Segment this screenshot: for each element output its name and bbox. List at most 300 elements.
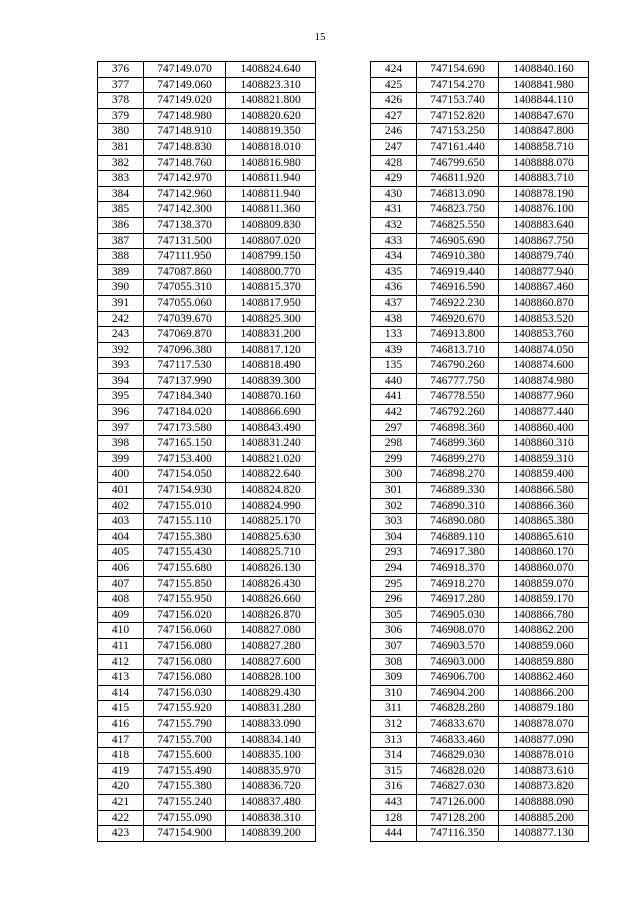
table-row (98, 373, 316, 389)
x-coordinate-cell: 746910.380 (417, 249, 499, 265)
point-id-cell: 433 (371, 233, 417, 249)
y-coordinate-cell: 1408878.070 (499, 716, 589, 732)
point-id-cell: 301 (371, 483, 417, 499)
x-coordinate-cell: 746906.700 (417, 670, 499, 686)
table-row (98, 62, 316, 78)
table-row (98, 638, 316, 654)
point-id-cell: 314 (371, 748, 417, 764)
table-row (98, 732, 316, 748)
table-row (98, 483, 316, 499)
table-row (371, 592, 589, 608)
x-coordinate-cell: 747155.430 (144, 545, 226, 561)
point-id-cell: 397 (98, 420, 144, 436)
point-id-cell: 422 (98, 810, 144, 826)
table-row (371, 638, 589, 654)
x-coordinate-cell: 747155.850 (144, 576, 226, 592)
table-row (98, 186, 316, 202)
table-row (98, 342, 316, 358)
table-row (371, 264, 589, 280)
x-coordinate-cell: 747131.500 (144, 233, 226, 249)
y-coordinate-cell: 1408867.750 (499, 233, 589, 249)
table-row (98, 592, 316, 608)
y-coordinate-cell: 1408800.770 (226, 264, 316, 280)
table-row (98, 748, 316, 764)
table-row (98, 810, 316, 826)
table-row (98, 155, 316, 171)
table-row (371, 202, 589, 218)
x-coordinate-cell: 747155.490 (144, 763, 226, 779)
point-id-cell: 377 (98, 77, 144, 93)
y-coordinate-cell: 1408827.080 (226, 623, 316, 639)
point-id-cell: 416 (98, 716, 144, 732)
y-coordinate-cell: 1408859.880 (499, 654, 589, 670)
y-coordinate-cell: 1408883.640 (499, 217, 589, 233)
point-id-cell: 299 (371, 451, 417, 467)
point-id-cell: 298 (371, 436, 417, 452)
y-coordinate-cell: 1408818.490 (226, 358, 316, 374)
table-row (371, 794, 589, 810)
table-row (371, 155, 589, 171)
point-id-cell: 135 (371, 358, 417, 374)
point-id-cell: 409 (98, 607, 144, 623)
y-coordinate-cell: 1408888.090 (499, 794, 589, 810)
table-row (371, 732, 589, 748)
y-coordinate-cell: 1408837.480 (226, 794, 316, 810)
point-id-cell: 382 (98, 155, 144, 171)
x-coordinate-cell: 747069.870 (144, 327, 226, 343)
coordinates-table-left (97, 61, 316, 842)
y-coordinate-cell: 1408883.710 (499, 171, 589, 187)
y-coordinate-cell: 1408817.120 (226, 342, 316, 358)
table-row (371, 77, 589, 93)
x-coordinate-cell: 746813.710 (417, 342, 499, 358)
point-id-cell: 316 (371, 779, 417, 795)
y-coordinate-cell: 1408816.980 (226, 155, 316, 171)
point-id-cell: 312 (371, 716, 417, 732)
table-row (98, 249, 316, 265)
y-coordinate-cell: 1408878.010 (499, 748, 589, 764)
point-id-cell: 442 (371, 405, 417, 421)
y-coordinate-cell: 1408873.820 (499, 779, 589, 795)
x-coordinate-cell: 747039.670 (144, 311, 226, 327)
point-id-cell: 440 (371, 373, 417, 389)
x-coordinate-cell: 746920.670 (417, 311, 499, 327)
x-coordinate-cell: 747142.960 (144, 186, 226, 202)
x-coordinate-cell: 746813.090 (417, 186, 499, 202)
y-coordinate-cell: 1408818.010 (226, 139, 316, 155)
x-coordinate-cell: 747155.950 (144, 592, 226, 608)
point-id-cell: 421 (98, 794, 144, 810)
point-id-cell: 425 (371, 77, 417, 93)
y-coordinate-cell: 1408853.520 (499, 311, 589, 327)
x-coordinate-cell: 747149.020 (144, 93, 226, 109)
x-coordinate-cell: 747173.580 (144, 420, 226, 436)
point-id-cell: 386 (98, 217, 144, 233)
x-coordinate-cell: 747154.900 (144, 826, 226, 842)
point-id-cell: 443 (371, 794, 417, 810)
x-coordinate-cell: 746918.370 (417, 561, 499, 577)
y-coordinate-cell: 1408870.160 (226, 389, 316, 405)
table-row (98, 108, 316, 124)
point-id-cell: 437 (371, 295, 417, 311)
point-id-cell: 411 (98, 638, 144, 654)
table-row (98, 685, 316, 701)
y-coordinate-cell: 1408839.200 (226, 826, 316, 842)
x-coordinate-cell: 746889.330 (417, 483, 499, 499)
x-coordinate-cell: 747156.080 (144, 654, 226, 670)
table-row (98, 467, 316, 483)
x-coordinate-cell: 746828.280 (417, 701, 499, 717)
table-row (371, 607, 589, 623)
table-row (371, 623, 589, 639)
x-coordinate-cell: 746889.110 (417, 529, 499, 545)
y-coordinate-cell: 1408878.190 (499, 186, 589, 202)
y-coordinate-cell: 1408826.870 (226, 607, 316, 623)
y-coordinate-cell: 1408860.170 (499, 545, 589, 561)
point-id-cell: 430 (371, 186, 417, 202)
x-coordinate-cell: 747149.060 (144, 77, 226, 93)
y-coordinate-cell: 1408834.140 (226, 732, 316, 748)
table-row (371, 280, 589, 296)
y-coordinate-cell: 1408859.170 (499, 592, 589, 608)
y-coordinate-cell: 1408840.160 (499, 62, 589, 78)
table-row (371, 311, 589, 327)
table-row (371, 373, 589, 389)
y-coordinate-cell: 1408839.300 (226, 373, 316, 389)
table-row (98, 623, 316, 639)
table-row (98, 514, 316, 530)
point-id-cell: 441 (371, 389, 417, 405)
table-row (371, 389, 589, 405)
x-coordinate-cell: 747155.680 (144, 561, 226, 577)
point-id-cell: 396 (98, 405, 144, 421)
point-id-cell: 393 (98, 358, 144, 374)
y-coordinate-cell: 1408833.090 (226, 716, 316, 732)
point-id-cell: 376 (98, 62, 144, 78)
point-id-cell: 247 (371, 139, 417, 155)
point-id-cell: 417 (98, 732, 144, 748)
point-id-cell: 384 (98, 186, 144, 202)
point-id-cell: 435 (371, 264, 417, 280)
y-coordinate-cell: 1408876.100 (499, 202, 589, 218)
y-coordinate-cell: 1408847.670 (499, 108, 589, 124)
x-coordinate-cell: 746825.550 (417, 217, 499, 233)
y-coordinate-cell: 1408819.350 (226, 124, 316, 140)
table-row (371, 358, 589, 374)
point-id-cell: 378 (98, 93, 144, 109)
point-id-cell: 302 (371, 498, 417, 514)
table-row (98, 701, 316, 717)
x-coordinate-cell: 747116.350 (417, 826, 499, 842)
y-coordinate-cell: 1408874.600 (499, 358, 589, 374)
point-id-cell: 390 (98, 280, 144, 296)
y-coordinate-cell: 1408859.060 (499, 638, 589, 654)
y-coordinate-cell: 1408811.940 (226, 186, 316, 202)
point-id-cell: 305 (371, 607, 417, 623)
x-coordinate-cell: 747126.000 (417, 794, 499, 810)
table-row (371, 249, 589, 265)
table-row (98, 529, 316, 545)
y-coordinate-cell: 1408827.600 (226, 654, 316, 670)
x-coordinate-cell: 746890.080 (417, 514, 499, 530)
coordinates-table-right (370, 61, 589, 842)
x-coordinate-cell: 747096.380 (144, 342, 226, 358)
x-coordinate-cell: 747153.400 (144, 451, 226, 467)
y-coordinate-cell: 1408822.640 (226, 467, 316, 483)
x-coordinate-cell: 746916.590 (417, 280, 499, 296)
point-id-cell: 391 (98, 295, 144, 311)
y-coordinate-cell: 1408826.130 (226, 561, 316, 577)
y-coordinate-cell: 1408836.720 (226, 779, 316, 795)
y-coordinate-cell: 1408858.710 (499, 139, 589, 155)
x-coordinate-cell: 746913.800 (417, 327, 499, 343)
table-row (371, 701, 589, 717)
point-id-cell: 419 (98, 763, 144, 779)
point-id-cell: 444 (371, 826, 417, 842)
x-coordinate-cell: 747156.080 (144, 670, 226, 686)
table-row (98, 420, 316, 436)
x-coordinate-cell: 747155.920 (144, 701, 226, 717)
x-coordinate-cell: 747148.760 (144, 155, 226, 171)
point-id-cell: 412 (98, 654, 144, 670)
point-id-cell: 242 (98, 311, 144, 327)
point-id-cell: 405 (98, 545, 144, 561)
y-coordinate-cell: 1408835.100 (226, 748, 316, 764)
x-coordinate-cell: 746917.380 (417, 545, 499, 561)
point-id-cell: 438 (371, 311, 417, 327)
point-id-cell: 389 (98, 264, 144, 280)
table-row (371, 483, 589, 499)
point-id-cell: 427 (371, 108, 417, 124)
y-coordinate-cell: 1408874.980 (499, 373, 589, 389)
y-coordinate-cell: 1408825.630 (226, 529, 316, 545)
x-coordinate-cell: 747155.790 (144, 716, 226, 732)
y-coordinate-cell: 1408867.460 (499, 280, 589, 296)
table-row (98, 139, 316, 155)
table-row (98, 498, 316, 514)
y-coordinate-cell: 1408844.110 (499, 93, 589, 109)
x-coordinate-cell: 747155.380 (144, 779, 226, 795)
point-id-cell: 380 (98, 124, 144, 140)
x-coordinate-cell: 747184.340 (144, 389, 226, 405)
point-id-cell: 398 (98, 436, 144, 452)
table-row (371, 186, 589, 202)
table-row (371, 124, 589, 140)
x-coordinate-cell: 747154.270 (417, 77, 499, 93)
point-id-cell: 420 (98, 779, 144, 795)
y-coordinate-cell: 1408885.200 (499, 810, 589, 826)
table-row (98, 670, 316, 686)
x-coordinate-cell: 746792.260 (417, 405, 499, 421)
point-id-cell: 133 (371, 327, 417, 343)
point-id-cell: 304 (371, 529, 417, 545)
table-row (371, 748, 589, 764)
table-row (98, 327, 316, 343)
x-coordinate-cell: 746778.550 (417, 389, 499, 405)
y-coordinate-cell: 1408827.280 (226, 638, 316, 654)
point-id-cell: 308 (371, 654, 417, 670)
x-coordinate-cell: 746898.360 (417, 420, 499, 436)
x-coordinate-cell: 746811.920 (417, 171, 499, 187)
table-row (98, 77, 316, 93)
table-row (98, 607, 316, 623)
point-id-cell: 432 (371, 217, 417, 233)
table-row (98, 716, 316, 732)
x-coordinate-cell: 746922.230 (417, 295, 499, 311)
y-coordinate-cell: 1408865.610 (499, 529, 589, 545)
table-row (98, 280, 316, 296)
table-row (98, 217, 316, 233)
point-id-cell: 295 (371, 576, 417, 592)
table-row (371, 342, 589, 358)
point-id-cell: 297 (371, 420, 417, 436)
y-coordinate-cell: 1408825.170 (226, 514, 316, 530)
point-id-cell: 406 (98, 561, 144, 577)
x-coordinate-cell: 746917.280 (417, 592, 499, 608)
point-id-cell: 303 (371, 514, 417, 530)
y-coordinate-cell: 1408811.940 (226, 171, 316, 187)
y-coordinate-cell: 1408821.800 (226, 93, 316, 109)
x-coordinate-cell: 747142.970 (144, 171, 226, 187)
table-row (371, 810, 589, 826)
y-coordinate-cell: 1408824.820 (226, 483, 316, 499)
table-row (371, 171, 589, 187)
x-coordinate-cell: 746908.070 (417, 623, 499, 639)
x-coordinate-cell: 747128.200 (417, 810, 499, 826)
table-row (371, 498, 589, 514)
point-id-cell: 415 (98, 701, 144, 717)
table-row (371, 233, 589, 249)
x-coordinate-cell: 747142.300 (144, 202, 226, 218)
y-coordinate-cell: 1408829.430 (226, 685, 316, 701)
x-coordinate-cell: 747154.050 (144, 467, 226, 483)
y-coordinate-cell: 1408835.970 (226, 763, 316, 779)
table-row (98, 202, 316, 218)
y-coordinate-cell: 1408866.360 (499, 498, 589, 514)
y-coordinate-cell: 1408811.360 (226, 202, 316, 218)
x-coordinate-cell: 746918.270 (417, 576, 499, 592)
y-coordinate-cell: 1408859.400 (499, 467, 589, 483)
x-coordinate-cell: 746827.030 (417, 779, 499, 795)
point-id-cell: 300 (371, 467, 417, 483)
table-row (98, 389, 316, 405)
table-row (98, 779, 316, 795)
y-coordinate-cell: 1408862.460 (499, 670, 589, 686)
x-coordinate-cell: 746828.020 (417, 763, 499, 779)
y-coordinate-cell: 1408809.830 (226, 217, 316, 233)
point-id-cell: 434 (371, 249, 417, 265)
x-coordinate-cell: 747156.060 (144, 623, 226, 639)
y-coordinate-cell: 1408826.660 (226, 592, 316, 608)
point-id-cell: 379 (98, 108, 144, 124)
point-id-cell: 383 (98, 171, 144, 187)
point-id-cell: 387 (98, 233, 144, 249)
y-coordinate-cell: 1408874.050 (499, 342, 589, 358)
table-row (98, 561, 316, 577)
page-number: 15 (314, 31, 326, 43)
table-row (371, 514, 589, 530)
x-coordinate-cell: 747152.820 (417, 108, 499, 124)
y-coordinate-cell: 1408831.280 (226, 701, 316, 717)
table-row (98, 451, 316, 467)
y-coordinate-cell: 1408866.690 (226, 405, 316, 421)
y-coordinate-cell: 1408877.130 (499, 826, 589, 842)
table-row (98, 93, 316, 109)
point-id-cell: 400 (98, 467, 144, 483)
point-id-cell: 403 (98, 514, 144, 530)
x-coordinate-cell: 746833.670 (417, 716, 499, 732)
y-coordinate-cell: 1408873.610 (499, 763, 589, 779)
table-row (98, 358, 316, 374)
y-coordinate-cell: 1408815.370 (226, 280, 316, 296)
point-id-cell: 394 (98, 373, 144, 389)
table-row (98, 545, 316, 561)
point-id-cell: 426 (371, 93, 417, 109)
y-coordinate-cell: 1408823.310 (226, 77, 316, 93)
table-row (98, 436, 316, 452)
x-coordinate-cell: 747111.950 (144, 249, 226, 265)
point-id-cell: 307 (371, 638, 417, 654)
table-row (371, 451, 589, 467)
x-coordinate-cell: 747155.090 (144, 810, 226, 826)
point-id-cell: 407 (98, 576, 144, 592)
point-id-cell: 309 (371, 670, 417, 686)
x-coordinate-cell: 747156.020 (144, 607, 226, 623)
table-row (98, 826, 316, 842)
y-coordinate-cell: 1408820.620 (226, 108, 316, 124)
y-coordinate-cell: 1408879.740 (499, 249, 589, 265)
point-id-cell: 311 (371, 701, 417, 717)
table-row (98, 405, 316, 421)
table-row (371, 716, 589, 732)
x-coordinate-cell: 747153.250 (417, 124, 499, 140)
y-coordinate-cell: 1408877.940 (499, 264, 589, 280)
point-id-cell: 388 (98, 249, 144, 265)
x-coordinate-cell: 746903.570 (417, 638, 499, 654)
point-id-cell: 385 (98, 202, 144, 218)
y-coordinate-cell: 1408817.950 (226, 295, 316, 311)
table-row (98, 311, 316, 327)
x-coordinate-cell: 746777.750 (417, 373, 499, 389)
point-id-cell: 402 (98, 498, 144, 514)
y-coordinate-cell: 1408831.240 (226, 436, 316, 452)
table-row (371, 62, 589, 78)
x-coordinate-cell: 746899.270 (417, 451, 499, 467)
point-id-cell: 431 (371, 202, 417, 218)
table-row (371, 685, 589, 701)
point-id-cell: 410 (98, 623, 144, 639)
point-id-cell: 423 (98, 826, 144, 842)
y-coordinate-cell: 1408866.200 (499, 685, 589, 701)
y-coordinate-cell: 1408860.070 (499, 561, 589, 577)
x-coordinate-cell: 747165.150 (144, 436, 226, 452)
x-coordinate-cell: 746903.000 (417, 654, 499, 670)
x-coordinate-cell: 746898.270 (417, 467, 499, 483)
table-row (98, 233, 316, 249)
table-row (371, 405, 589, 421)
x-coordinate-cell: 747155.700 (144, 732, 226, 748)
x-coordinate-cell: 747055.310 (144, 280, 226, 296)
point-id-cell: 424 (371, 62, 417, 78)
point-id-cell: 408 (98, 592, 144, 608)
table-row (371, 670, 589, 686)
x-coordinate-cell: 747161.440 (417, 139, 499, 155)
x-coordinate-cell: 747156.030 (144, 685, 226, 701)
y-coordinate-cell: 1408828.100 (226, 670, 316, 686)
x-coordinate-cell: 747154.930 (144, 483, 226, 499)
point-id-cell: 436 (371, 280, 417, 296)
y-coordinate-cell: 1408859.070 (499, 576, 589, 592)
